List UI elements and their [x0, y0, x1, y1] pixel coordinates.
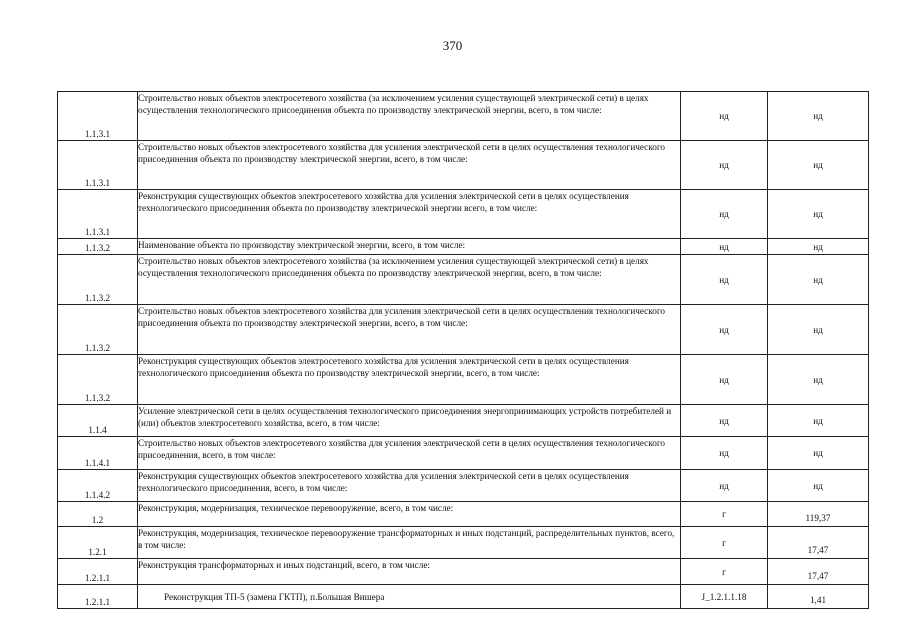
row-col3-value: г	[681, 559, 768, 585]
investment-program-table	[57, 91, 869, 609]
table-row	[58, 502, 869, 527]
row-col4-value: нд	[768, 255, 869, 305]
row-col3-value: г	[681, 527, 768, 559]
row-col4-value: 1,41	[768, 585, 869, 609]
table-row	[58, 405, 869, 437]
row-description: Строительство новых объектов электросетевого хозяйства для усиления электрической сети в целях осуществления технологического присоединения, всего, в том числе:	[138, 437, 681, 470]
row-col3-value: нд	[681, 470, 768, 502]
row-code: 1.2.1	[58, 527, 138, 559]
table-row	[58, 527, 869, 559]
row-code: 1.2	[58, 502, 138, 527]
row-description: Строительство новых объектов электросетевого хозяйства для усиления электрической сети в целях осуществления технологического присоединения объекта по производству электрической энергии, всего, в том числе:	[138, 305, 681, 355]
page-number: 370	[442, 38, 463, 53]
table-row	[58, 437, 869, 470]
row-col3-value: нд	[681, 141, 768, 190]
row-col4-value: нд	[768, 239, 869, 255]
table-row	[58, 305, 869, 355]
row-col3-value: нд	[681, 190, 768, 239]
row-col3-value: нд	[681, 405, 768, 437]
table-row	[58, 141, 869, 190]
row-description: Строительство новых объектов электросетевого хозяйства (за исключением усиления существующей электрической сети) в целях осуществления технологического присоединения объекта по производству электрической энергии, всего, в том числе:	[138, 255, 681, 305]
row-description: Реконструкция существующих объектов электросетевого хозяйства для усиления электрической сети в целях осуществления технологического присоединения объекта по производству электрической энергии всего, в том числе:	[138, 190, 681, 239]
row-description: Строительство новых объектов электросетевого хозяйства для усиления электрической сети в целях осуществления технологического присоединения объекта по производству электрической энергии, всего, в том числе:	[138, 141, 681, 190]
row-col3-value: нд	[681, 92, 768, 141]
row-code: 1.1.3.1	[58, 92, 138, 141]
row-description: Реконструкция, модернизация, техническое перевооружение трансформаторных и иных подстанций, распределительных пунктов, всего, в том числе:	[138, 527, 681, 559]
table-row	[58, 190, 869, 239]
row-code: 1.1.3.2	[58, 305, 138, 355]
row-col3-value: нд	[681, 305, 768, 355]
row-description: Усиление электрической сети в целях осуществления технологического присоединения энергопринимающих устройств потребителей и (или) объектов электросетевого хозяйства, всего, в том числе:	[138, 405, 681, 437]
row-code: 1.2.1.1	[58, 585, 138, 609]
table-row	[58, 470, 869, 502]
row-col3-value: нд	[681, 355, 768, 405]
row-col3-value: г	[681, 502, 768, 527]
row-col4-value: нд	[768, 141, 869, 190]
row-col4-value: 119,37	[768, 502, 869, 527]
row-description: Наименование объекта по производству электрической энергии, всего, в том числе:	[138, 239, 681, 255]
row-code: 1.1.4	[58, 405, 138, 437]
row-col4-value: 17,47	[768, 559, 869, 585]
row-col4-value: нд	[768, 470, 869, 502]
row-code: 1.1.3.2	[58, 239, 138, 255]
row-col4-value: нд	[768, 355, 869, 405]
row-col4-value: нд	[768, 405, 869, 437]
row-description: Реконструкция существующих объектов электросетевого хозяйства для усиления электрической сети в целях осуществления технологического присоединения, всего, в том числе:	[138, 470, 681, 502]
row-col4-value: нд	[768, 190, 869, 239]
row-col4-value: нд	[768, 305, 869, 355]
row-col3-value: нд	[681, 437, 768, 470]
table-row	[58, 559, 869, 585]
table-row	[58, 255, 869, 305]
row-col3-value: нд	[681, 239, 768, 255]
row-description: Реконструкция трансформаторных и иных подстанций, всего, в том числе:	[138, 559, 681, 585]
table-row	[58, 355, 869, 405]
table-row	[58, 92, 869, 141]
row-description: Реконструкция существующих объектов электросетевого хозяйства для усиления электрической сети в целях осуществления технологического присоединения объекта по производству электрической энергии, всего, в том числе:	[138, 355, 681, 405]
row-col4-value: 17,47	[768, 527, 869, 559]
row-code: 1.1.4.1	[58, 437, 138, 470]
row-code: 1.2.1.1	[58, 559, 138, 585]
row-col3-value: нд	[681, 255, 768, 305]
row-code: 1.1.3.2	[58, 355, 138, 405]
table-row	[58, 585, 869, 609]
row-description: Реконструкция ТП-5 (замена ГКТП), п.Большая Вишера	[138, 585, 681, 609]
row-description: Реконструкция, модернизация, техническое перевооружение, всего, в том числе:	[138, 502, 681, 527]
row-col4-value: нд	[768, 437, 869, 470]
row-col3-value: J_1.2.1.1.18	[681, 585, 768, 609]
row-code: 1.1.4.2	[58, 470, 138, 502]
row-col4-value: нд	[768, 92, 869, 141]
row-description: Строительство новых объектов электросетевого хозяйства (за исключением усиления существующей электрической сети) в целях осуществления технологического присоединения объекта по производству электрической энергии, всего, в том числе:	[138, 92, 681, 141]
row-code: 1.1.3.2	[58, 255, 138, 305]
row-code: 1.1.3.1	[58, 190, 138, 239]
table-row	[58, 239, 869, 255]
row-code: 1.1.3.1	[58, 141, 138, 190]
